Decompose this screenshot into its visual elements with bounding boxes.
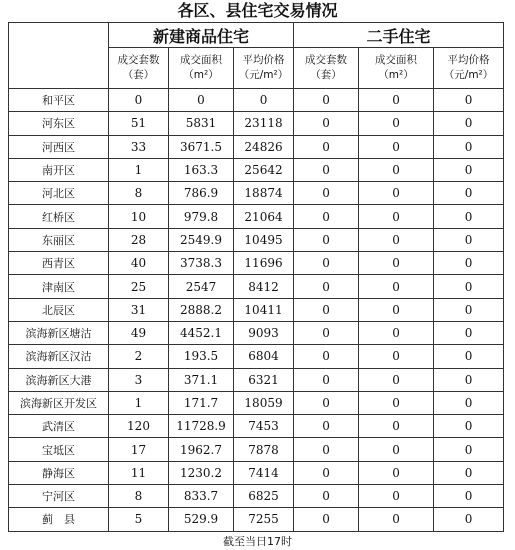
new-price-cell: 25642	[234, 158, 294, 181]
new-price-cell: 11696	[234, 252, 294, 275]
new-count-cell: 1	[109, 158, 169, 181]
second-count-cell: 0	[294, 89, 359, 112]
new-price-cell: 6825	[234, 485, 294, 508]
new-area-cell: 833.7	[169, 485, 234, 508]
second-area-cell: 0	[359, 345, 434, 368]
second-price-cell: 0	[434, 485, 504, 508]
district-cell: 河西区	[9, 135, 109, 158]
new-price-cell: 9093	[234, 321, 294, 344]
second-count-cell: 0	[294, 298, 359, 321]
table-row	[9, 368, 504, 391]
second-area-cell: 0	[359, 89, 434, 112]
district-cell: 南开区	[9, 158, 109, 181]
new-area-cell: 0	[169, 89, 234, 112]
table-row	[9, 415, 504, 438]
second-area-cell: 0	[359, 135, 434, 158]
table-row	[9, 298, 504, 321]
new-count-cell: 51	[109, 112, 169, 135]
second-area-cell: 0	[359, 508, 434, 531]
table-body	[9, 89, 504, 532]
district-cell: 滨海新区塘沽	[9, 321, 109, 344]
new-price-cell: 24826	[234, 135, 294, 158]
table-row	[9, 438, 504, 461]
table-row	[9, 252, 504, 275]
new-price-cell: 0	[234, 89, 294, 112]
second-count-cell: 0	[294, 461, 359, 484]
new-count-cell: 31	[109, 298, 169, 321]
new-area-cell: 2549.9	[169, 228, 234, 251]
second-price-cell: 0	[434, 345, 504, 368]
district-header	[9, 23, 109, 89]
new-count-cell: 8	[109, 182, 169, 205]
new-area-header: 成交面积 （m²）	[169, 48, 234, 89]
second-price-cell: 0	[434, 298, 504, 321]
second-count-cell: 0	[294, 368, 359, 391]
district-cell: 红桥区	[9, 205, 109, 228]
new-area-cell: 979.8	[169, 205, 234, 228]
table-row	[9, 345, 504, 368]
second-area-cell: 0	[359, 112, 434, 135]
district-cell: 武清区	[9, 415, 109, 438]
second-area-cell: 0	[359, 461, 434, 484]
second-price-cell: 0	[434, 252, 504, 275]
second-area-cell: 0	[359, 252, 434, 275]
new-price-cell: 7255	[234, 508, 294, 531]
second-price-cell: 0	[434, 182, 504, 205]
second-count-cell: 0	[294, 391, 359, 414]
table-row	[9, 461, 504, 484]
new-area-cell: 193.5	[169, 345, 234, 368]
second-count-cell: 0	[294, 182, 359, 205]
second-count-cell: 0	[294, 275, 359, 298]
new-count-cell: 0	[109, 89, 169, 112]
district-cell: 东丽区	[9, 228, 109, 251]
new-count-cell: 11	[109, 461, 169, 484]
table-row	[9, 89, 504, 112]
table-row	[9, 158, 504, 181]
table-row	[9, 228, 504, 251]
table-row	[9, 508, 504, 531]
second-price-header: 平均价格 （元/m²）	[434, 48, 504, 89]
new-area-cell: 529.9	[169, 508, 234, 531]
second-area-cell: 0	[359, 438, 434, 461]
new-count-cell: 40	[109, 252, 169, 275]
second-count-cell: 0	[294, 252, 359, 275]
new-price-cell: 21064	[234, 205, 294, 228]
table-row	[9, 205, 504, 228]
second-area-cell: 0	[359, 321, 434, 344]
new-count-cell: 3	[109, 368, 169, 391]
new-price-cell: 8412	[234, 275, 294, 298]
new-price-cell: 6804	[234, 345, 294, 368]
new-count-cell: 10	[109, 205, 169, 228]
second-price-cell: 0	[434, 438, 504, 461]
table-row	[9, 485, 504, 508]
new-count-cell: 120	[109, 415, 169, 438]
second-count-cell: 0	[294, 415, 359, 438]
page-title: 各区、县住宅交易情况	[177, 1, 338, 20]
second-price-cell: 0	[434, 158, 504, 181]
second-count-cell: 0	[294, 228, 359, 251]
district-cell: 滨海新区汉沽	[9, 345, 109, 368]
new-price-cell: 7414	[234, 461, 294, 484]
new-count-cell: 28	[109, 228, 169, 251]
new-area-cell: 2547	[169, 275, 234, 298]
second-price-cell: 0	[434, 321, 504, 344]
new-area-cell: 5831	[169, 112, 234, 135]
second-count-cell: 0	[294, 158, 359, 181]
new-price-cell: 7878	[234, 438, 294, 461]
second-price-cell: 0	[434, 89, 504, 112]
second-area-cell: 0	[359, 368, 434, 391]
table-row	[9, 112, 504, 135]
new-price-cell: 10495	[234, 228, 294, 251]
second-price-cell: 0	[434, 205, 504, 228]
new-price-header: 平均价格 （元/m²）	[234, 48, 294, 89]
second-area-cell: 0	[359, 415, 434, 438]
table-row	[9, 391, 504, 414]
second-count-cell: 0	[294, 345, 359, 368]
new-area-cell: 371.1	[169, 368, 234, 391]
second-area-cell: 0	[359, 228, 434, 251]
second-price-cell: 0	[434, 508, 504, 531]
second-count-cell: 0	[294, 438, 359, 461]
new-count-cell: 2	[109, 345, 169, 368]
district-cell: 宝坻区	[9, 438, 109, 461]
second-count-cell: 0	[294, 135, 359, 158]
transaction-table	[8, 22, 504, 532]
new-price-cell: 6321	[234, 368, 294, 391]
district-cell: 西青区	[9, 252, 109, 275]
second-price-cell: 0	[434, 391, 504, 414]
district-cell: 北辰区	[9, 298, 109, 321]
new-price-cell: 18874	[234, 182, 294, 205]
second-price-cell: 0	[434, 135, 504, 158]
second-area-header: 成交面积 （m²）	[359, 48, 434, 89]
new-count-cell: 8	[109, 485, 169, 508]
second-price-cell: 0	[434, 228, 504, 251]
district-cell: 静海区	[9, 461, 109, 484]
second-area-cell: 0	[359, 158, 434, 181]
new-area-cell: 3671.5	[169, 135, 234, 158]
new-count-cell: 1	[109, 391, 169, 414]
table-row	[9, 182, 504, 205]
new-count-cell: 25	[109, 275, 169, 298]
second-area-cell: 0	[359, 485, 434, 508]
footer-note: 截至当日17时	[223, 535, 292, 548]
new-area-cell: 171.7	[169, 391, 234, 414]
new-price-cell: 23118	[234, 112, 294, 135]
new-area-cell: 4452.1	[169, 321, 234, 344]
second-count-header: 成交套数 （套）	[294, 48, 359, 89]
second-price-cell: 0	[434, 368, 504, 391]
second-count-cell: 0	[294, 321, 359, 344]
new-count-cell: 17	[109, 438, 169, 461]
second-count-cell: 0	[294, 205, 359, 228]
second-price-cell: 0	[434, 275, 504, 298]
district-cell: 蓟 县	[9, 508, 109, 531]
district-cell: 滨海新区大港	[9, 368, 109, 391]
second-count-cell: 0	[294, 112, 359, 135]
new-area-cell: 1230.2	[169, 461, 234, 484]
new-area-cell: 163.3	[169, 158, 234, 181]
table-row	[9, 321, 504, 344]
new-count-cell: 49	[109, 321, 169, 344]
new-price-cell: 10411	[234, 298, 294, 321]
second-hand-header: 二手住宅	[294, 23, 504, 48]
second-area-cell: 0	[359, 205, 434, 228]
table-row	[9, 135, 504, 158]
new-area-cell: 1962.7	[169, 438, 234, 461]
new-price-cell: 7453	[234, 415, 294, 438]
second-price-cell: 0	[434, 415, 504, 438]
second-price-cell: 0	[434, 461, 504, 484]
second-price-cell: 0	[434, 112, 504, 135]
new-price-cell: 18059	[234, 391, 294, 414]
second-area-cell: 0	[359, 275, 434, 298]
second-area-cell: 0	[359, 391, 434, 414]
new-count-header: 成交套数 （套）	[109, 48, 169, 89]
new-count-cell: 33	[109, 135, 169, 158]
new-housing-header: 新建商品住宅	[109, 23, 294, 48]
district-cell: 河北区	[9, 182, 109, 205]
district-cell: 河东区	[9, 112, 109, 135]
new-count-cell: 5	[109, 508, 169, 531]
new-area-cell: 2888.2	[169, 298, 234, 321]
new-area-cell: 786.9	[169, 182, 234, 205]
district-cell: 滨海新区开发区	[9, 391, 109, 414]
district-cell: 宁河区	[9, 485, 109, 508]
table-row	[9, 275, 504, 298]
second-count-cell: 0	[294, 485, 359, 508]
district-cell: 和平区	[9, 89, 109, 112]
second-count-cell: 0	[294, 508, 359, 531]
second-area-cell: 0	[359, 298, 434, 321]
district-cell: 津南区	[9, 275, 109, 298]
second-area-cell: 0	[359, 182, 434, 205]
new-area-cell: 11728.9	[169, 415, 234, 438]
new-area-cell: 3738.3	[169, 252, 234, 275]
